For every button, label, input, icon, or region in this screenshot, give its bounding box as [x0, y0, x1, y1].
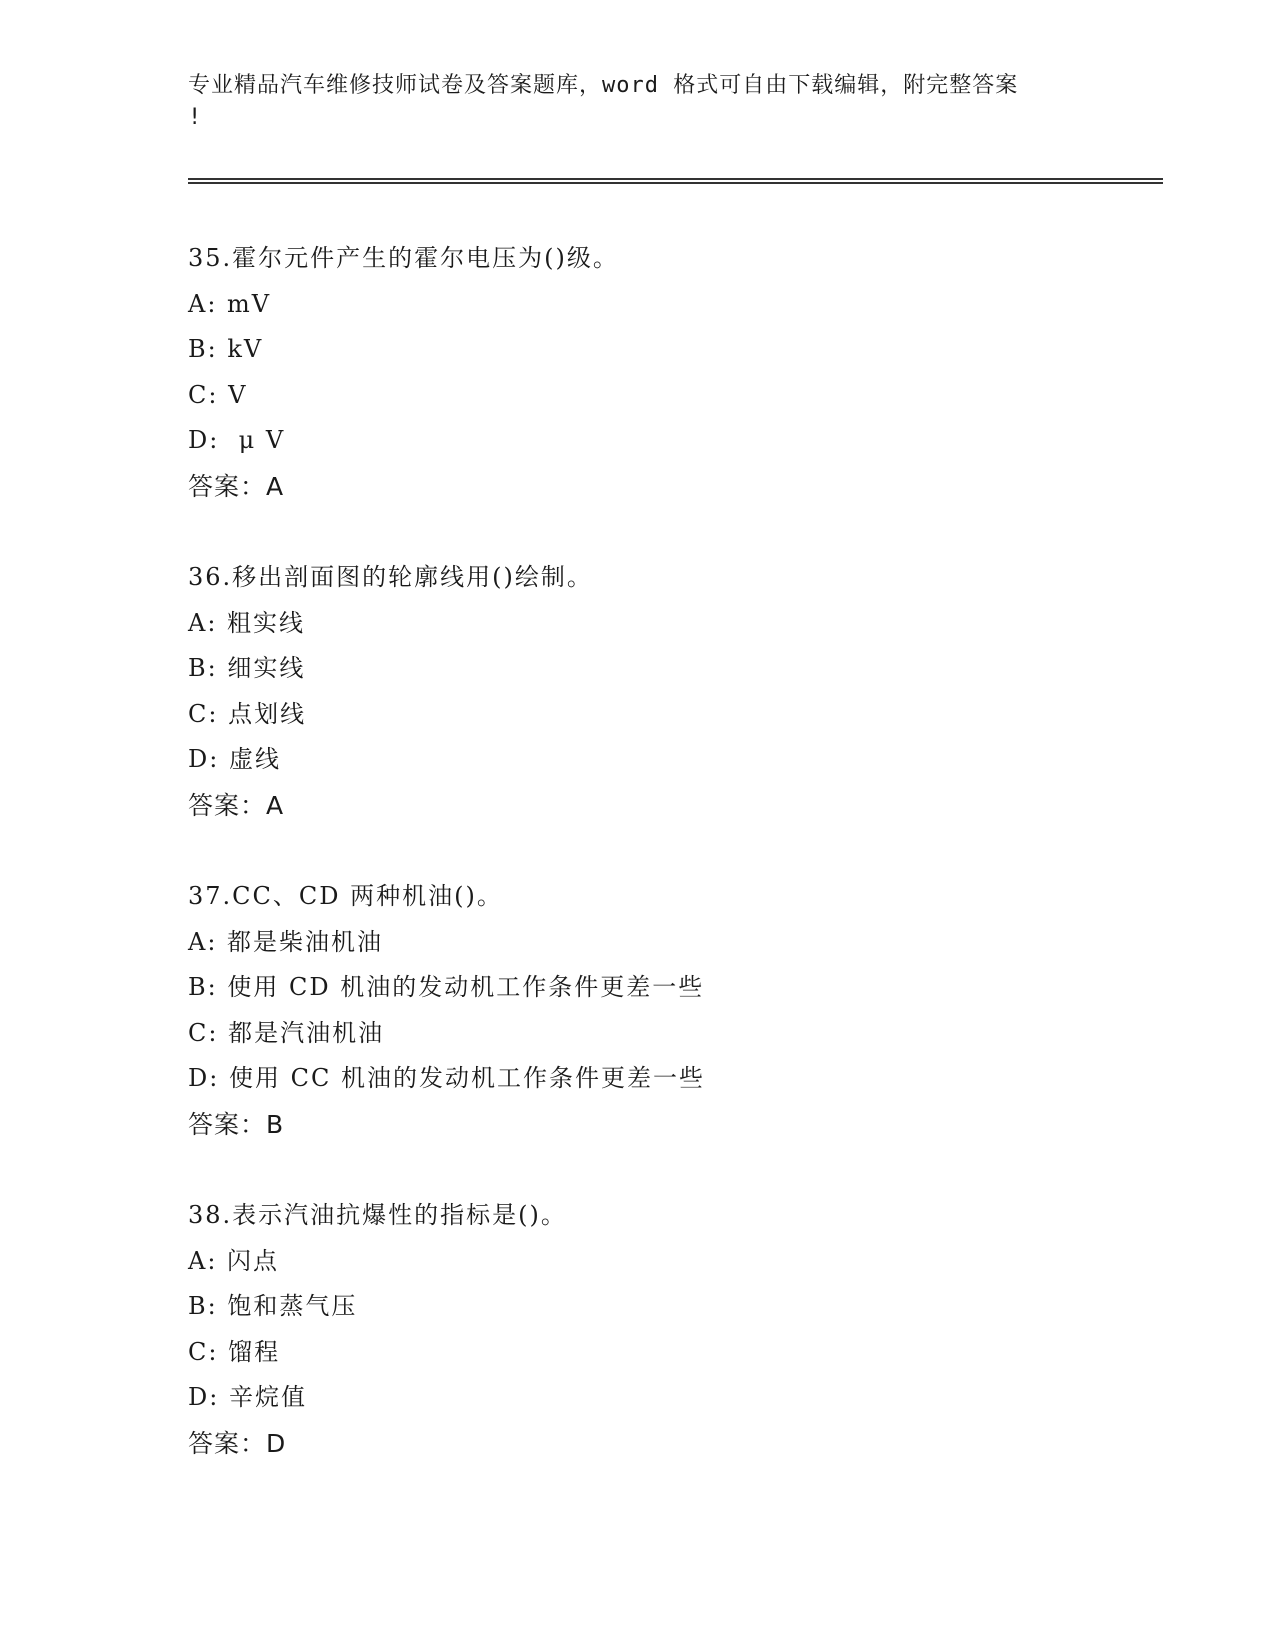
header-divider	[188, 178, 1163, 184]
question-36	[188, 555, 1148, 828]
option-b: B: 使用 CD 机油的发动机工作条件更差一些	[188, 973, 705, 1001]
option-a: A: 闪点	[188, 1246, 280, 1275]
question-38	[188, 1193, 1148, 1466]
answer-label: 答案：A	[188, 790, 285, 820]
question-stem: 38.表示汽油抗爆性的指标是()。	[188, 1201, 567, 1229]
question-stem: 36.移出剖面图的轮廓线用()绘制。	[188, 563, 593, 591]
option-b: B: 饱和蒸气压	[188, 1292, 358, 1320]
question-stem: 35.霍尔元件产生的霍尔电压为()级。	[188, 244, 619, 272]
question-35	[188, 236, 1148, 509]
page-header	[188, 70, 1088, 134]
option-b: B: kV	[188, 335, 264, 363]
answer-label: 答案：D	[188, 1428, 287, 1458]
option-d: D: 虚线	[188, 745, 281, 773]
option-c: C: 点划线	[188, 699, 307, 728]
option-b: B: 细实线	[188, 654, 306, 682]
header-text-line-1: 专业精品汽车维修技师试卷及答案题库，word 格式可自由下载编辑，附完整答案	[188, 73, 1019, 98]
option-d: D: 使用 CC 机油的发动机工作条件更差一些	[188, 1064, 705, 1092]
option-d: D: μ V	[188, 426, 286, 454]
option-c: C: V	[188, 380, 248, 409]
option-d: D: 辛烷值	[188, 1383, 307, 1411]
answer-label: 答案：A	[188, 471, 285, 501]
question-37	[188, 874, 1148, 1147]
question-stem: 37.CC、CD 两种机油()。	[188, 882, 503, 910]
option-a: A: 都是柴油机油	[188, 927, 384, 956]
option-c: C: 都是汽油机油	[188, 1018, 385, 1047]
option-a: A: 粗实线	[188, 608, 306, 637]
option-a: A: mV	[188, 289, 272, 318]
answer-label: 答案：B	[188, 1109, 285, 1139]
option-c: C: 馏程	[188, 1337, 281, 1366]
question-list	[188, 236, 1148, 1512]
header-text-line-2: !	[188, 105, 203, 130]
